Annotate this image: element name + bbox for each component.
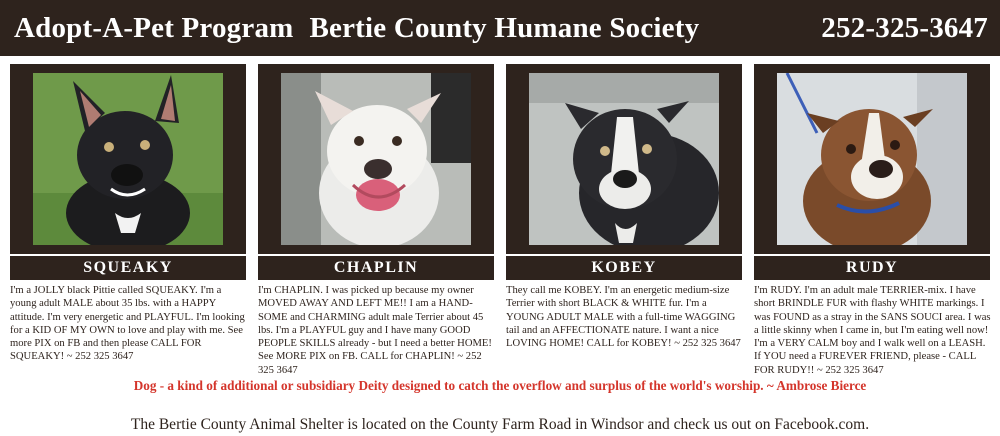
organization-title: Bertie County Humane Society [309,11,700,44]
pet-photo-squeaky [33,73,223,245]
pet-card-chaplin [258,64,494,377]
header-phone: 252-325-3647 [821,11,988,44]
quote-line: Dog - a kind of additional or subsidiary Deity designed to catch the overflow and surplus of the world's worship. ~ Ambrose Bierce [133,378,867,393]
pet-name: KOBEY [506,254,742,280]
footer-line: The Bertie County Animal Shelter is located on the County Farm Road in Windsor and check us out on Facebook.com. [130,416,870,433]
pet-description: I'm a JOLLY black Pittie called SQUEAKY. I'm a young adult MALE about 35 lbs. with a HAPPY attitude. I'm very energetic and PLAYFUL. I'm looking for a KID OF MY OWN to love and play with me. See more PIX on FB and then please CALL FOR SQUEAKY! ~ 252 325 3647 [10,285,245,363]
pet-card-kobey [506,64,742,350]
program-title: Adopt-A-Pet Program [14,11,294,44]
pet-cards [10,64,991,376]
pet-photo-kobey [529,73,719,245]
pet-card-rudy [754,64,990,377]
pet-description: I'm CHAPLIN. I was picked up because my owner MOVED AWAY AND LEFT ME!! I am a HAND-SOME and CHARMING adult male Terrier about 45 lbs. I'm a PLAYFUL guy and I have many GOOD PEOPLE SKILLS already - but I need a better HOME! See MORE PIX on FB. CALL for CHAPLIN! ~ 252 325 3647 [258,285,492,376]
pet-photo-rudy [777,73,967,245]
pet-description: They call me KOBEY. I'm an energetic medium-size Terrier with short BLACK & WHITE fur. I'm a YOUNG ADULT MALE with a full-time WAGGING tail and an AFFECTIONATE nature. I want a nice LOVING HOME! CALL for KOBEY! ~ 252 325 3647 [506,285,741,350]
pet-name: CHAPLIN [258,254,494,280]
pet-photo-frame [10,64,246,254]
header-titles [14,12,699,45]
pet-name: SQUEAKY [10,254,246,280]
pet-photo-frame [506,64,742,254]
pet-description: I'm RUDY. I'm an adult male TERRIER-mix. I have short BRINDLE FUR with flashy WHITE markings. I was FOUND as a stray in the SANS SOUCI area. I was a little skinny when I came in, but I'm eating well now! I'm a VERY CALM boy and I walk well on a LEASH. If YOU need a FUREVER FRIEND, please - CALL FOR RUDY!! ~ 252 325 3647 [754,285,991,376]
pet-card-squeaky [10,64,246,364]
pet-photo-frame [754,64,990,254]
header-banner [0,0,1000,56]
pet-name: RUDY [754,254,990,280]
pet-photo-frame [258,64,494,254]
pet-photo-chaplin [281,73,471,245]
